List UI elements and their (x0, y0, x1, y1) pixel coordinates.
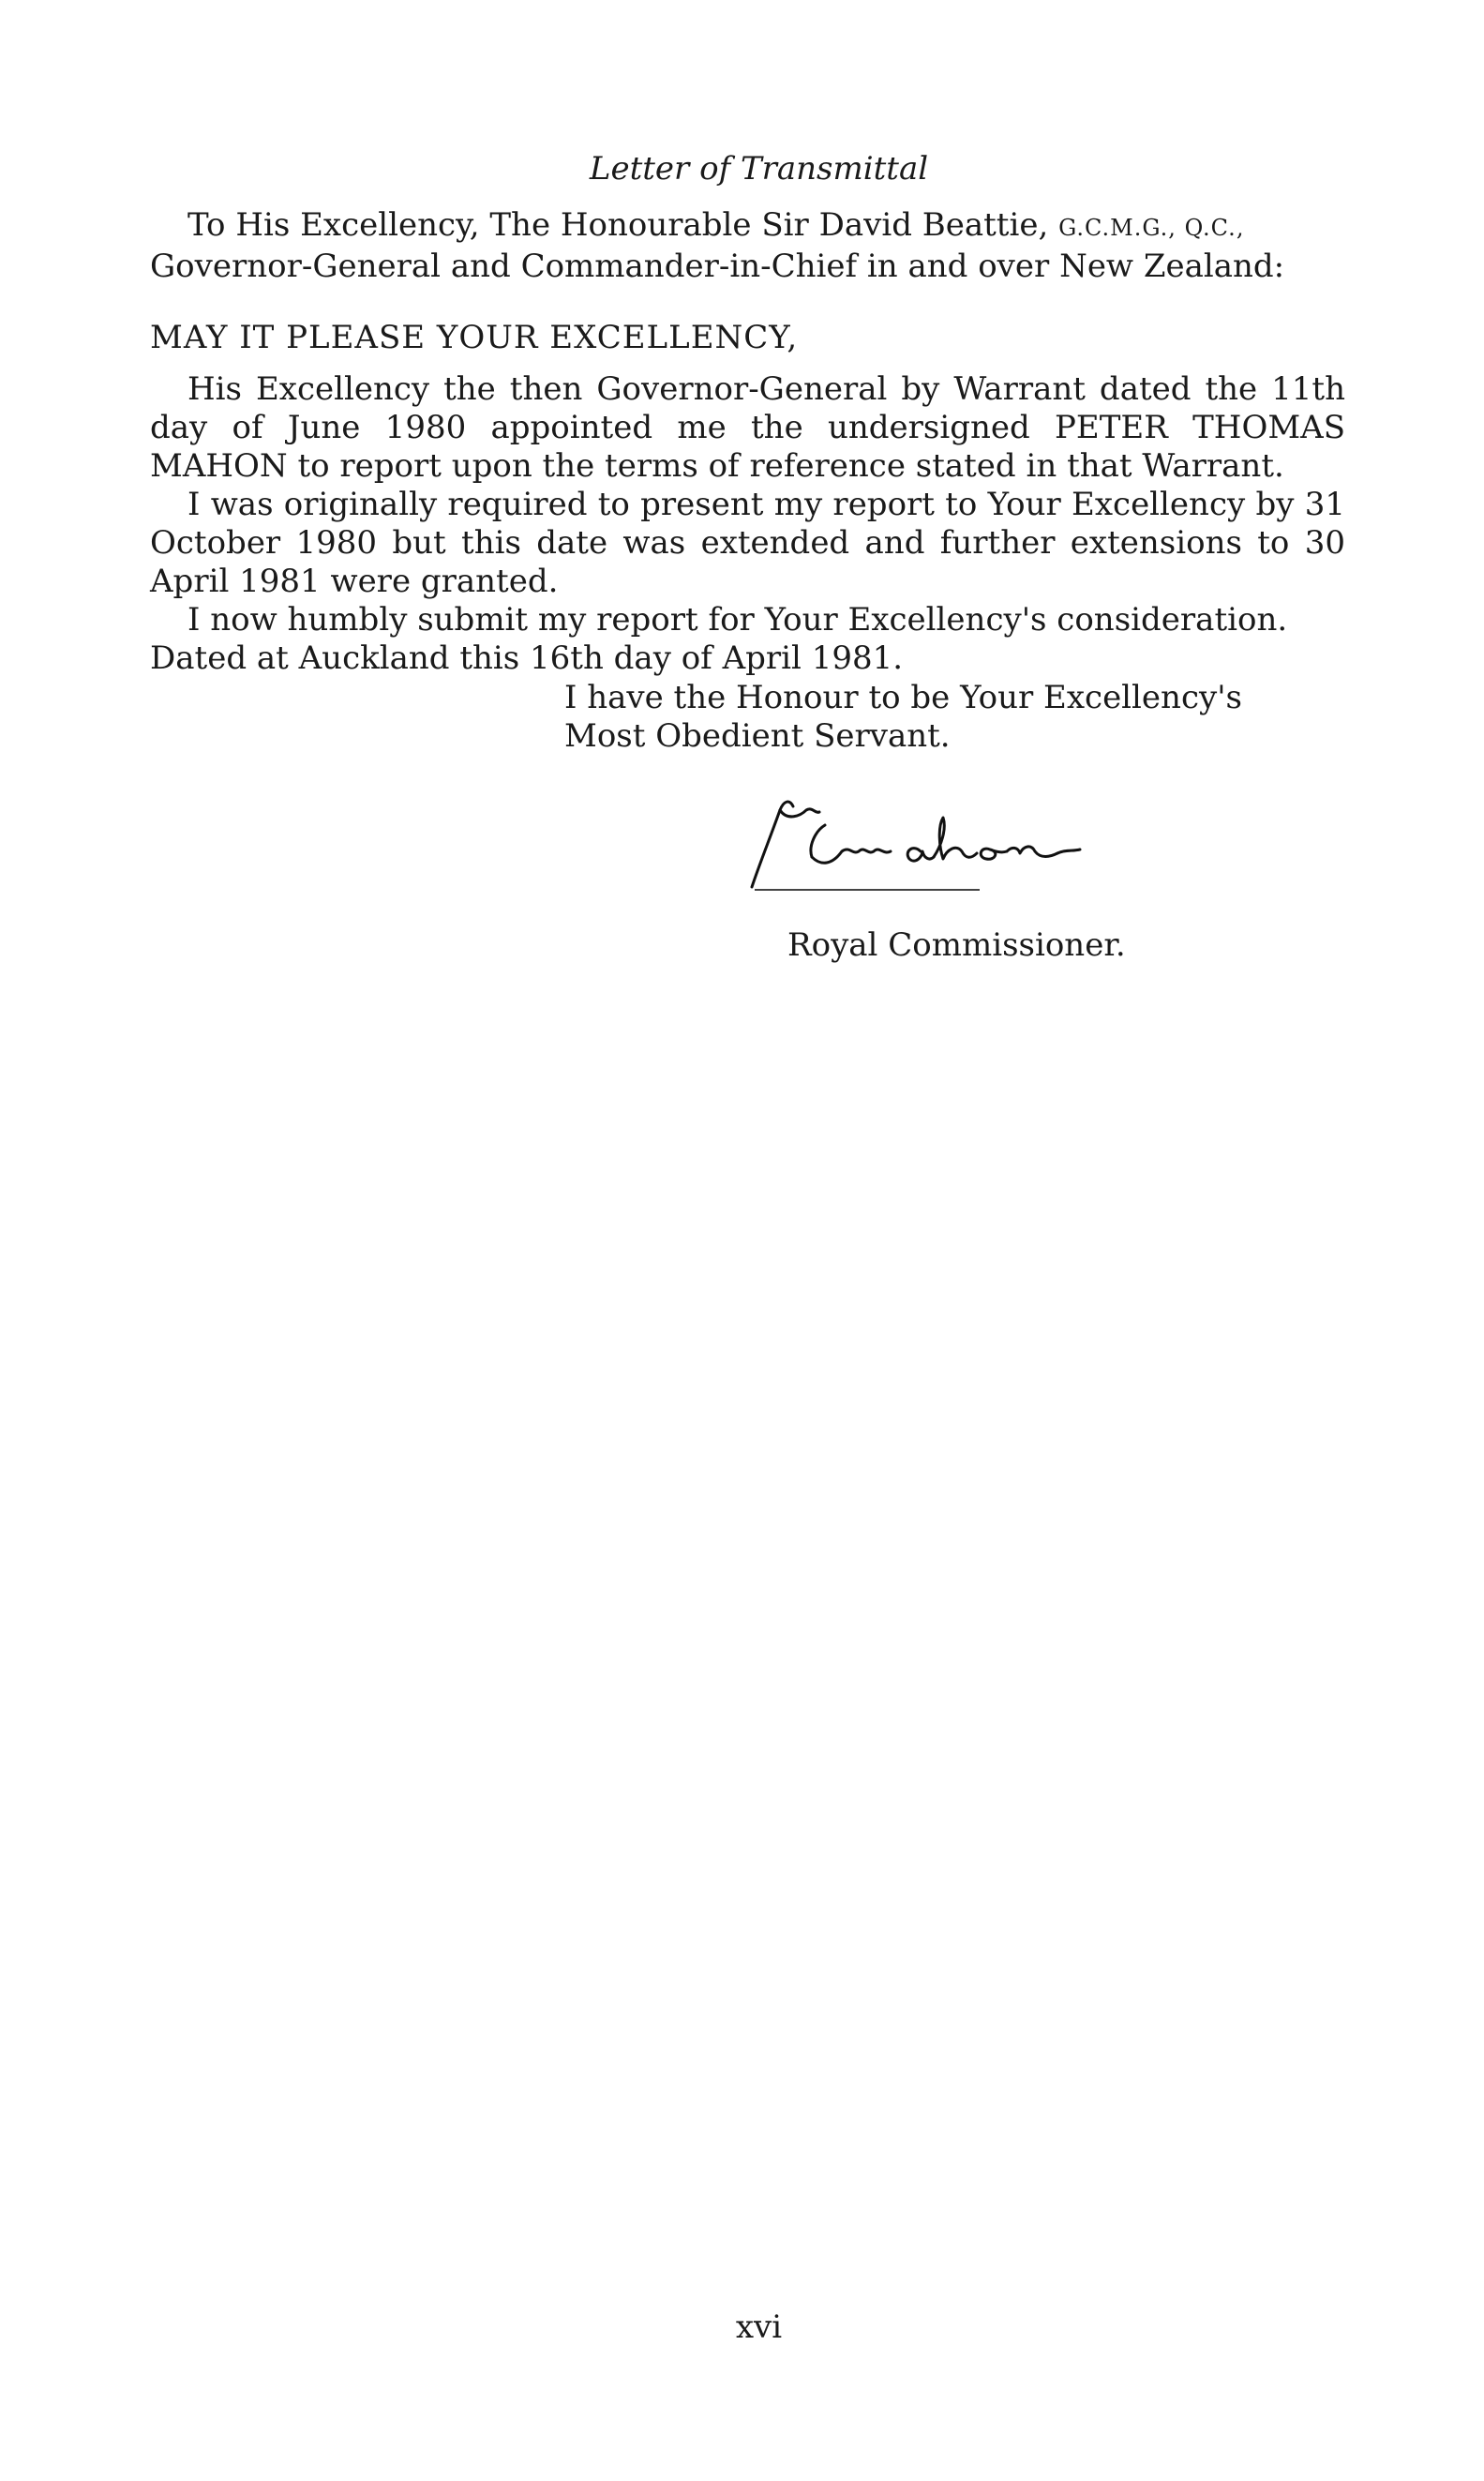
paragraph-1-line-1: His Excellency the then Governor-General by Warrant dated the 11th (187, 370, 1345, 408)
addressee-block (150, 206, 1345, 286)
dated-line: Dated at Auckland this 16th day of April 1981. (150, 639, 904, 677)
addressee-line-2: Governor-General and Commander-in-Chief in and over New Zealand: (150, 248, 1285, 285)
closing-block (564, 679, 1242, 756)
paragraph-2-line-2: October 1980 but this date was extended and further extensions to 30 (150, 524, 1345, 562)
addressee-honours: G.C.M.G., Q.C., (1058, 215, 1245, 241)
page-number: xvi (735, 2308, 783, 2346)
salutation: MAY IT PLEASE YOUR EXCELLENCY, (150, 319, 799, 356)
paragraph-2-line-1: I was originally required to present my report to Your Excellency by 31 (187, 486, 1345, 523)
signatory-title: Royal Commissioner. (787, 926, 1126, 964)
paragraph-1-line-3: MAHON to report upon the terms of reference stated in that Warrant. (150, 447, 1284, 485)
signature-rule (755, 889, 980, 891)
closing-line-1: I have the Honour to be Your Excellency's (564, 679, 1242, 716)
closing-line-2: Most Obedient Servant. (564, 717, 951, 755)
paragraph-1-line-2: day of June 1980 appointed me the undersigned PETER THOMAS (150, 409, 1345, 446)
addressee-name: To His Excellency, The Honourable Sir David Beattie, (187, 206, 1059, 244)
letter-title: Letter of Transmittal (589, 150, 929, 188)
addressee-line-1 (150, 206, 1345, 248)
letter-body (150, 370, 1345, 678)
signature (722, 789, 1172, 921)
paragraph-2-line-3: April 1981 were granted. (150, 563, 559, 600)
paragraph-3: I now humbly submit my report for Your Excellency's consideration. (187, 601, 1288, 639)
